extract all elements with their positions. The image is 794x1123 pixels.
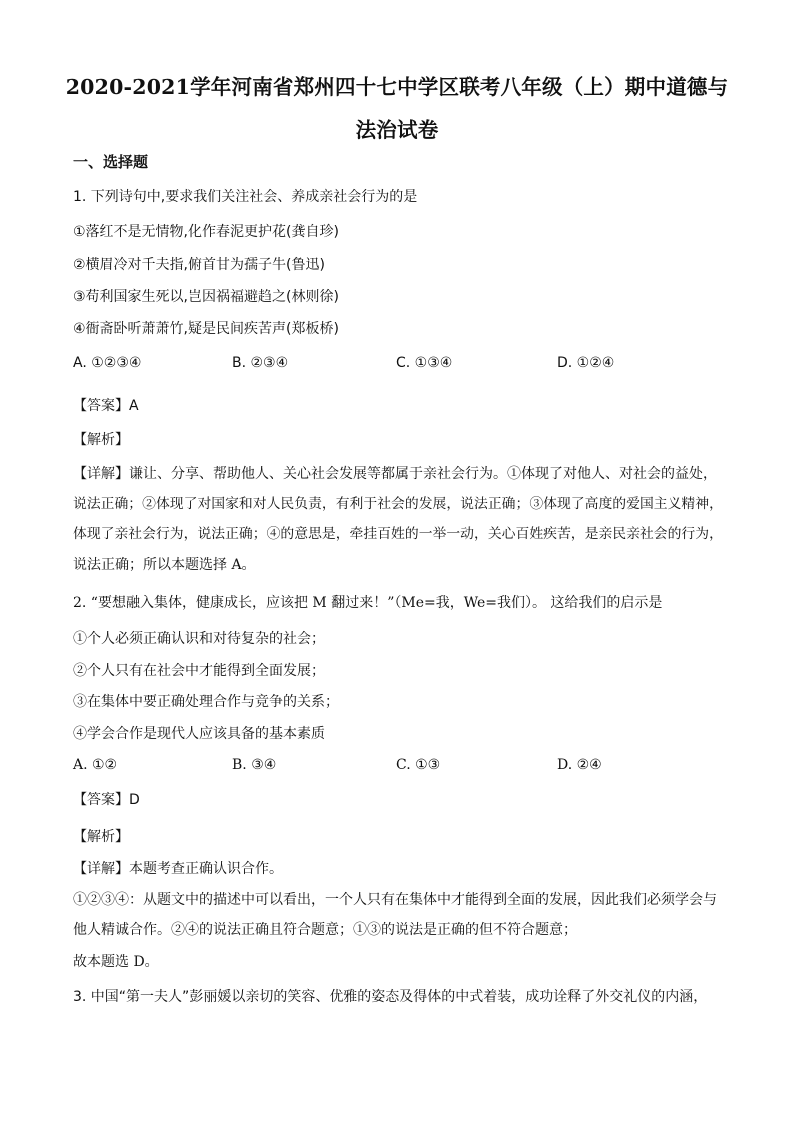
q1-stem: 1. 下列诗句中,要求我们关注社会、养成亲社会行为的是 — [73, 189, 418, 205]
q1-detail-line1: 【详解】谦让、分享、帮助他人、关心社会发展等都属于亲社会行为。①体现了对他人、对社会的益处， — [73, 466, 717, 482]
paper-title-line2: 法治试卷 — [355, 118, 439, 142]
q1-detail-line2: 说法正确；②体现了对国家和对人民负责，有利于社会的发展，说法正确；③体现了高度的爱国主义精神， — [73, 496, 723, 512]
q2-item-3: ③在集体中要正确处理合作与竞争的关系； — [73, 694, 339, 710]
q2-option-d: D. ②④ — [557, 757, 602, 773]
q1-option-a: A. ①②③④ — [73, 355, 142, 371]
q1-analysis: 【解析】 — [73, 432, 129, 448]
paper-title-line1: 2020-2021学年河南省郑州四十七中学区联考八年级（上）期中道德与 — [65, 75, 729, 99]
q1-answer: 【答案】A — [73, 398, 139, 414]
q1-option-c: C. ①③④ — [396, 355, 453, 371]
q1-item-2: ②横眉冷对千夫指,俯首甘为孺子牛(鲁迅) — [73, 257, 325, 273]
q1-item-3: ③苟利国家生死以,岂因祸福避趋之(林则徐) — [73, 289, 339, 305]
q2-item-1: ①个人必须正确认识和对待复杂的社会； — [73, 631, 325, 647]
q2-answer: 【答案】D — [73, 792, 140, 808]
q1-detail-line4: 说法正确；所以本题选择 A。 — [73, 557, 256, 573]
q1-item-4: ④衙斋卧听萧萧竹,疑是民间疾苦声(郑板桥) — [73, 321, 339, 337]
q1-option-b: B. ②③④ — [232, 355, 289, 371]
q1-item-1: ①落红不是无情物,化作春泥更护花(龚自珍) — [73, 224, 339, 240]
q2-detail-line3: 他人精诚合作。②④的说法正确且符合题意；①③的说法是正确的但不符合题意； — [73, 922, 577, 938]
q2-item-4: ④学会合作是现代人应该具备的基本素质 — [73, 726, 325, 742]
section-heading: 一、选择题 — [73, 153, 149, 171]
q3-stem: 3. 中国“第一夫人”彭丽媛以亲切的笑容、优雅的姿态及得体的中式着装，成功诠释了外交礼仪的内涵， — [73, 989, 708, 1005]
q2-detail-line2: ①②③④：从题文中的描述中可以看出，一个人只有在集体中才能得到全面的发展，因此我们必须学会与 — [73, 892, 717, 908]
q2-detail-line1: 【详解】本题考查正确认识合作。 — [73, 861, 283, 877]
q1-detail-line3: 体现了亲社会行为，说法正确；④的意思是，牵挂百姓的一举一动，关心百姓疾苦，是亲民亲社会的行为， — [73, 526, 723, 542]
q1-option-d: D. ①②④ — [557, 355, 615, 371]
q2-detail-line4: 故本题选 D。 — [73, 954, 159, 970]
q2-option-c: C. ①③ — [396, 757, 441, 773]
q2-option-b: B. ③④ — [232, 757, 277, 773]
q2-analysis: 【解析】 — [73, 829, 129, 845]
q2-option-a: A. ①② — [73, 757, 118, 773]
q2-stem: 2. “要想融入集体，健康成长，应该把 M 翻过来！”（Me=我，We=我们）。 这给我们的启示是 — [73, 595, 663, 611]
q2-item-2: ②个人只有在社会中才能得到全面发展； — [73, 663, 325, 679]
